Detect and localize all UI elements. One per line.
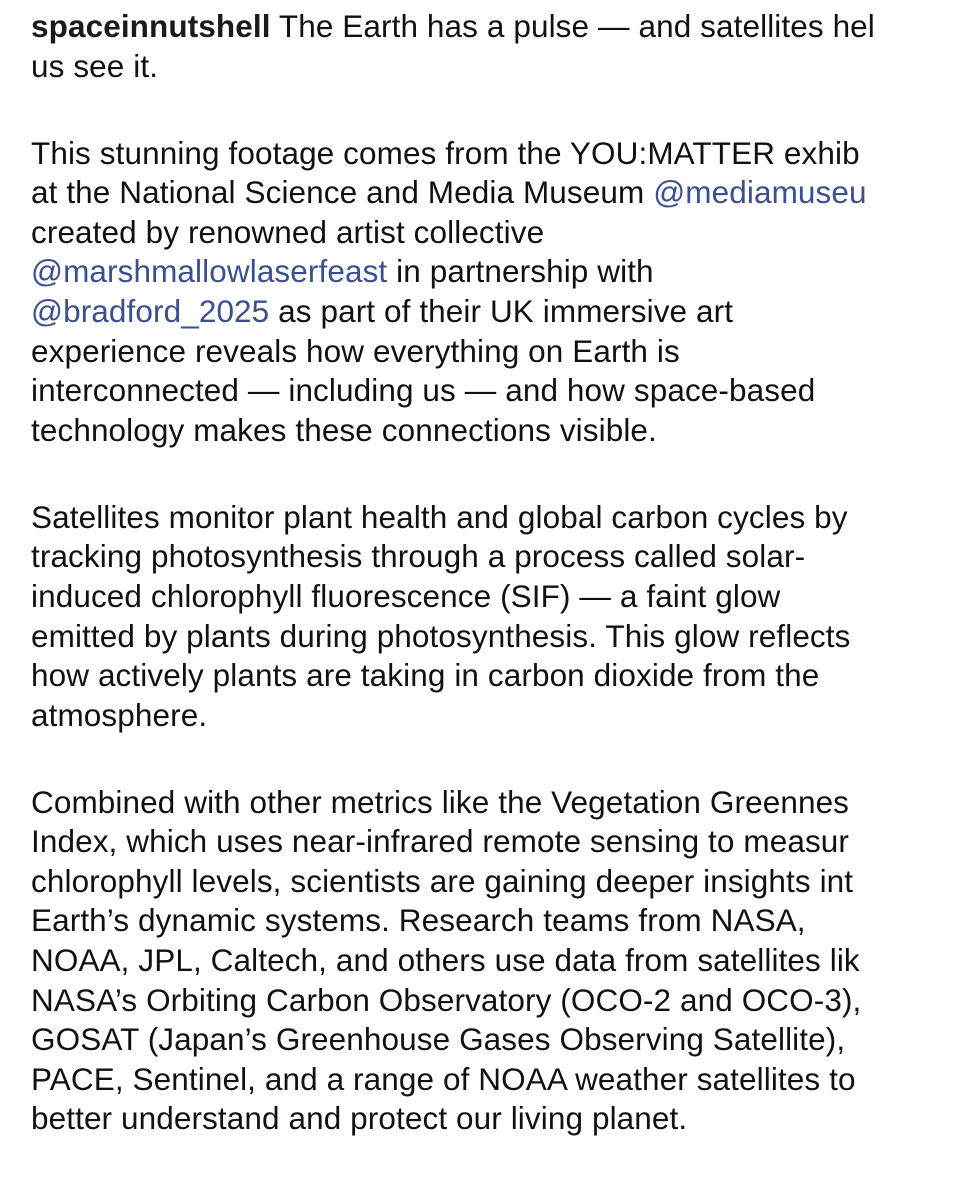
mention-mediamuseum-link[interactable]: @mediamuseu <box>653 174 867 211</box>
caption-line <box>31 252 960 292</box>
caption-line <box>31 292 960 332</box>
caption-line: created by renowned artist collective <box>31 213 545 250</box>
caption-text: at the National Science and Media Museum <box>31 174 654 211</box>
caption-line: GOSAT (Japan’s Greenhouse Gases Observing Satellite), <box>31 1021 846 1058</box>
caption-line <box>31 7 960 47</box>
caption-line: us see it. <box>31 47 159 84</box>
caption-line <box>31 173 960 213</box>
caption-line: interconnected — including us — and how space-based <box>31 372 816 409</box>
paragraph-gap <box>31 735 960 782</box>
paragraph-gap <box>31 86 960 133</box>
caption-text: as part of their UK immersive art <box>269 292 734 329</box>
caption-line: technology makes these connections visible. <box>31 411 657 448</box>
caption-line: how actively plants are taking in carbon dioxide from the <box>31 657 820 694</box>
caption-line: tracking photosynthesis through a process called solar- <box>31 538 806 575</box>
caption-line: atmosphere. <box>31 696 208 733</box>
mention-bradford-link[interactable]: @bradford_2025 <box>31 292 270 329</box>
caption-line: emitted by plants during photosynthesis. This glow reflects <box>31 617 851 654</box>
caption-text: The Earth has a pulse — and satellites hel <box>270 8 875 44</box>
caption-line: induced chlorophyll fluorescence (SIF) — a faint glow <box>31 577 781 614</box>
caption-line: This stunning footage comes from the YOU:MATTER exhib <box>31 134 860 171</box>
post-caption <box>31 7 960 1139</box>
caption-line: PACE, Sentinel, and a range of NOAA weather satellites to <box>31 1060 856 1097</box>
caption-line: better understand and protect our living planet. <box>31 1100 688 1137</box>
caption-line: experience reveals how everything on Earth is <box>31 332 680 369</box>
caption-line: Combined with other metrics like the Vegetation Greennes <box>31 783 850 820</box>
caption-line: Index, which uses near-infrared remote sensing to measur <box>31 823 850 860</box>
caption-line: chlorophyll levels, scientists are gaining deeper insights int <box>31 862 854 899</box>
username-link[interactable]: spaceinnutshell <box>31 8 271 44</box>
caption-line: NOAA, JPL, Caltech, and others use data from satellites lik <box>31 942 860 979</box>
caption-line: Satellites monitor plant health and global carbon cycles by <box>31 498 848 535</box>
paragraph-gap <box>31 450 960 497</box>
mention-marshmallowlaserfeast-link[interactable]: @marshmallowlaserfeast <box>31 253 388 290</box>
caption-text: in partnership with <box>387 253 654 290</box>
caption-line: Earth’s dynamic systems. Research teams from NASA, <box>31 902 806 939</box>
caption-line: NASA’s Orbiting Carbon Observatory (OCO-2 and OCO-3), <box>31 981 862 1018</box>
